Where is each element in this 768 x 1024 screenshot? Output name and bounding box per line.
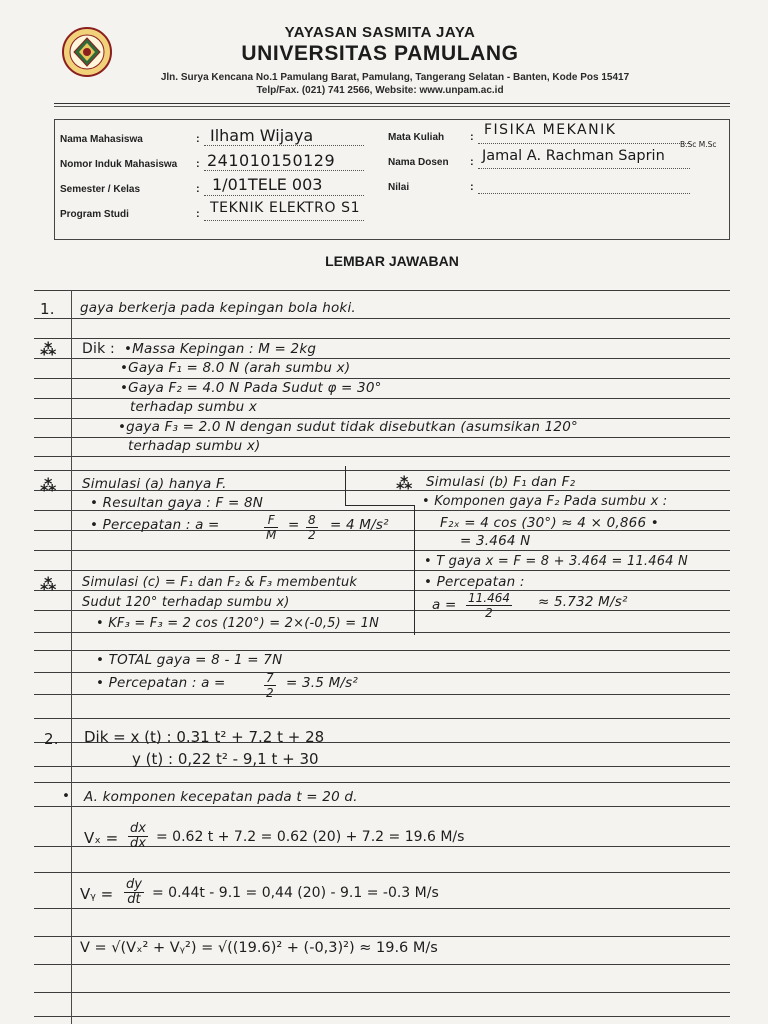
ruled-line	[34, 650, 730, 651]
university-name: UNIVERSITAS PAMULANG	[241, 42, 519, 65]
university-contact: Telp/Fax. (021) 741 2566, Website: www.unpam.ac.id	[256, 85, 504, 96]
asterism-icon: ⁂	[40, 575, 57, 594]
asterism-icon: ⁂	[396, 474, 413, 493]
asterism-icon: ⁂	[40, 476, 57, 495]
margin-line	[71, 290, 72, 1024]
lecturer-degree: B.Sc M.Sc	[680, 140, 717, 149]
student-id-field[interactable]: 241010150129	[207, 151, 336, 170]
known-label: Dik :	[82, 341, 115, 357]
force-2-continued: terhadap sumbu x	[130, 399, 258, 415]
simulation-b-fraction: $\frac{11.464}{2}$	[468, 591, 510, 620]
ruled-line	[34, 338, 730, 339]
university-seal-icon	[62, 27, 112, 77]
part-a-title: A. komponen kecepatan pada t = 20 d.	[84, 789, 358, 805]
force-3: •gaya F₃ = 2.0 N dengan sudut tidak disebutkan (asumsikan 120°	[118, 419, 578, 435]
simulation-b-f2x-result: = 3.464 N	[460, 533, 531, 549]
simulation-a-fraction-2: $\frac{8}{2}$	[308, 513, 316, 542]
simulation-a-accel-label: • Percepatan : a =	[90, 517, 220, 533]
simulation-c-continued: Sudut 120° terhadap sumbu x)	[82, 595, 290, 610]
colon: :	[470, 181, 474, 193]
dotted-line	[204, 195, 364, 196]
ruled-line	[34, 782, 730, 783]
simulation-b-a: a =	[432, 597, 457, 613]
bullet: •	[62, 788, 71, 804]
simulation-b-accel-result: ≈ 5.732 M/s²	[538, 594, 628, 610]
ruled-line	[34, 908, 730, 909]
simulation-a-title: Simulasi (a) hanya F.	[82, 476, 227, 492]
ruled-line	[34, 570, 730, 571]
simulation-a-fraction-1: $\frac{F}{M}$	[266, 513, 277, 542]
ruled-line	[34, 672, 730, 673]
lecturer-label: Nama Dosen	[388, 157, 449, 168]
vy-derivative: $\frac{dy}{dt}$	[126, 877, 142, 907]
simulation-c-total: • TOTAL gaya = 8 - 1 = 7N	[96, 652, 283, 668]
vx-label: Vₓ =	[84, 829, 119, 847]
ruled-line	[34, 470, 730, 471]
simulation-c-kf3: • KF₃ = F₃ = 2 cos (120°) = 2×(-0,5) = 1N	[96, 616, 380, 631]
lecturer-field[interactable]: Jamal A. Rachman Saprin	[482, 148, 665, 164]
colon: :	[470, 156, 474, 168]
simulation-c-accel-label: • Percepatan : a =	[96, 675, 226, 691]
letterhead-divider-thin	[54, 106, 730, 107]
colon: :	[196, 208, 200, 220]
vy-label: Vᵧ =	[80, 885, 114, 903]
vy-equation: = 0.44t - 9.1 = 0,44 (20) - 9.1 = -0.3 M/s	[152, 885, 439, 901]
student-name-field[interactable]: Ilham Wijaya	[210, 126, 314, 145]
letterhead-divider	[54, 103, 730, 104]
ruled-line	[34, 694, 730, 695]
study-program-label: Program Studi	[60, 209, 129, 220]
column-divider	[345, 466, 346, 506]
study-program-field[interactable]: TEKNIK ELEKTRO S1	[210, 200, 361, 216]
dotted-line	[478, 143, 690, 144]
simulation-c-title: Simulasi (c) = F₁ dan F₂ & F₃ membentuk	[82, 575, 358, 590]
student-name-label: Nama Mahasiswa	[60, 134, 143, 145]
ruled-line	[34, 318, 730, 319]
dotted-line	[204, 145, 364, 146]
ruled-line	[34, 456, 730, 457]
simulation-b-title: Simulasi (b) F₁ dan F₂	[426, 474, 576, 490]
colon: :	[196, 133, 200, 145]
foundation-name: YAYASAN SASMITA JAYA	[284, 24, 476, 41]
ruled-line	[34, 718, 730, 719]
dotted-line	[204, 170, 364, 171]
known-x-equation: Dik = x (t) : 0.31 t² + 7.2 t + 28	[84, 728, 325, 746]
course-label: Mata Kuliah	[388, 132, 445, 143]
ruled-line	[34, 610, 730, 611]
column-divider	[345, 505, 415, 506]
dotted-line	[478, 168, 690, 169]
grade-dotted-line	[478, 193, 690, 194]
ruled-line	[34, 1016, 730, 1017]
column-divider	[414, 505, 415, 635]
velocity-magnitude-equation: V = √(Vₓ² + Vᵧ²) = √((19.6)² + (-0,3)²) ≈ 19.6 M/s	[80, 940, 438, 956]
ruled-line	[34, 872, 730, 873]
ruled-line	[34, 936, 730, 937]
colon: :	[196, 158, 200, 170]
force-2: •Gaya F₂ = 4.0 N Pada Sudut φ = 30°	[120, 380, 382, 396]
ruled-line	[34, 632, 730, 633]
answer-sheet-title: LEMBAR JAWABAN	[325, 253, 459, 269]
asterism-icon: ⁂	[40, 340, 57, 359]
known-mass: •Massa Kepingan : M = 2kg	[124, 341, 317, 357]
vx-derivative: $\frac{dx}{dx}$	[130, 821, 146, 851]
question-number-1: 1.	[40, 300, 55, 318]
semester-class-label: Semester / Kelas	[60, 184, 141, 195]
simulation-b-total: • T gaya x = F = 8 + 3.464 = 11.464 N	[424, 554, 688, 569]
ruled-line	[34, 590, 730, 591]
question-1-prompt: gaya berkerja pada kepingan bola hoki.	[80, 300, 356, 316]
question-number-2: 2.	[44, 730, 59, 748]
ruled-line	[34, 992, 730, 993]
force-1: •Gaya F₁ = 8.0 N (arah sumbu x)	[120, 360, 351, 376]
simulation-a-resultant: • Resultan gaya : F = 8N	[90, 495, 264, 511]
simulation-b-f2x: F₂ₓ = 4 cos (30°) ≈ 4 × 0,866 •	[440, 515, 659, 531]
ruled-line	[34, 290, 730, 291]
ruled-line	[34, 964, 730, 965]
simulation-b-accel-label: • Percepatan :	[424, 574, 525, 590]
ruled-line	[34, 358, 730, 359]
colon: :	[470, 131, 474, 143]
simulation-b-component: • Komponen gaya F₂ Pada sumbu x :	[422, 494, 668, 509]
vx-equation: = 0.62 t + 7.2 = 0.62 (20) + 7.2 = 19.6 M/s	[156, 829, 465, 845]
simulation-a-accel-result: = 4 M/s²	[330, 517, 389, 533]
ruled-line	[34, 378, 730, 379]
dotted-line	[204, 220, 364, 221]
semester-class-field[interactable]: 1/01TELE 003	[212, 175, 323, 194]
ruled-line	[34, 550, 730, 551]
university-address: Jln. Surya Kencana No.1 Pamulang Barat, Pamulang, Tangerang Selatan - Banten, Kode Pos 15417	[160, 72, 630, 83]
ruled-line	[34, 806, 730, 807]
course-field[interactable]: FISIKA MEKANIK	[484, 122, 617, 138]
grade-label: Nilai	[388, 182, 410, 193]
colon: :	[196, 183, 200, 195]
student-id-label: Nomor Induk Mahasiswa	[60, 159, 178, 170]
force-3-continued: terhadap sumbu x)	[128, 438, 261, 454]
simulation-c-fraction: $\frac{7}{2}$	[266, 671, 274, 700]
simulation-c-accel-result: = 3.5 M/s²	[286, 675, 359, 691]
simulation-a-equals: =	[288, 517, 300, 533]
known-y-equation: y (t) : 0,22 t² - 9,1 t + 30	[132, 750, 319, 768]
